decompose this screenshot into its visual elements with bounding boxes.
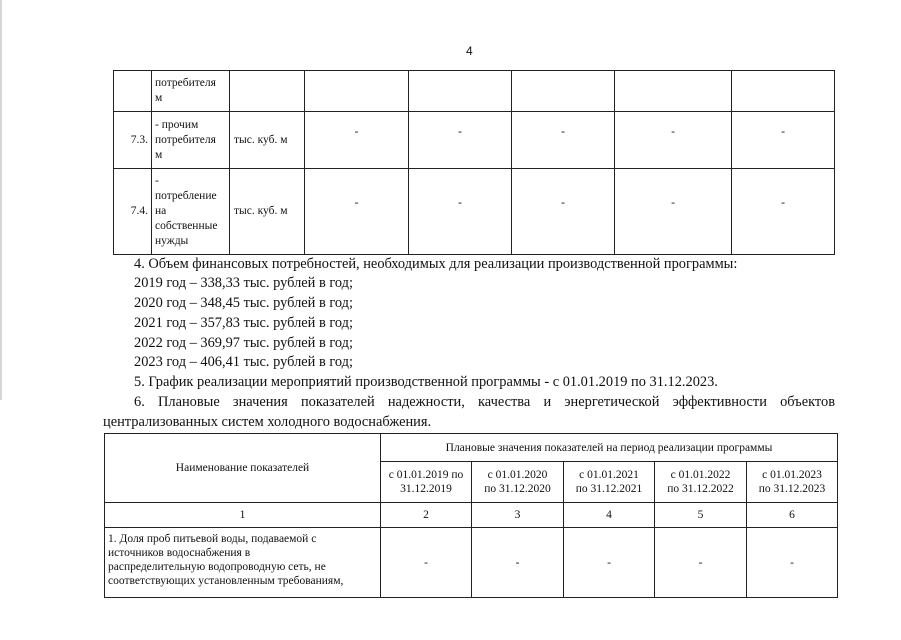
column-number: 5 xyxy=(655,503,747,528)
row-value: - xyxy=(615,112,732,169)
indicator-header: Наименование показателей xyxy=(105,434,381,503)
row-value xyxy=(732,71,835,112)
page-number: 4 xyxy=(466,44,473,58)
row-value: - xyxy=(409,169,512,255)
row-name xyxy=(152,71,230,112)
indicators-table xyxy=(104,433,838,598)
row-name-line: потребление xyxy=(155,190,217,202)
section-4-heading: 4. Объем финансовых потребностей, необходимых для реализации производственной программы: xyxy=(134,256,738,272)
funding-item: 2022 год – 369,97 тыс. рублей в год; xyxy=(134,335,354,351)
row-name-line: м xyxy=(155,92,163,104)
section-6-line-2: централизованных систем холодного водоснабжения. xyxy=(103,414,432,430)
column-number: 6 xyxy=(747,503,838,528)
indicator-value: - xyxy=(655,528,747,598)
funding-item: 2020 год – 348,45 тыс. рублей в год; xyxy=(134,295,354,311)
column-number: 2 xyxy=(381,503,472,528)
row-value xyxy=(512,71,615,112)
row-value: - xyxy=(305,112,409,169)
row-number: 7.3. xyxy=(114,112,152,169)
funding-item: 2019 год – 338,33 тыс. рублей в год; xyxy=(134,275,354,291)
page-edge xyxy=(0,0,2,400)
table-row xyxy=(105,528,838,598)
column-number: 4 xyxy=(564,503,655,528)
row-unit: тыс. куб. м xyxy=(230,112,305,169)
row-name-line: собственные xyxy=(155,220,218,232)
row-name xyxy=(152,169,230,255)
column-number-row xyxy=(105,503,838,528)
row-name-line: нужды xyxy=(155,235,189,247)
row-name-line: м xyxy=(155,148,163,161)
row-value: - xyxy=(305,169,409,255)
row-name xyxy=(152,112,230,169)
row-number xyxy=(114,71,152,112)
period-header: с 01.01.2020 по 31.12.2020 xyxy=(472,462,564,503)
row-value xyxy=(409,71,512,112)
period-header: с 01.01.2019 по 31.12.2019 xyxy=(381,462,472,503)
row-value: - xyxy=(615,169,732,255)
funding-item: 2023 год – 406,41 тыс. рублей в год; xyxy=(134,354,354,370)
row-value: - xyxy=(512,112,615,169)
funding-item: 2021 год – 357,83 тыс. рублей в год; xyxy=(134,315,354,331)
row-unit: тыс. куб. м xyxy=(230,169,305,255)
column-number: 1 xyxy=(105,503,381,528)
indicator-value: - xyxy=(564,528,655,598)
row-value: - xyxy=(732,112,835,169)
row-name-line: - прочим xyxy=(155,118,199,131)
section-6-line-1: 6. Плановые значения показателей надежности, качества и энергетической эффективности объектов xyxy=(134,394,835,410)
table-row xyxy=(114,71,835,112)
indicator-value: - xyxy=(747,528,838,598)
row-value: - xyxy=(732,169,835,255)
table-row xyxy=(114,112,835,169)
row-unit xyxy=(230,71,305,112)
row-value xyxy=(615,71,732,112)
row-value: - xyxy=(512,169,615,255)
row-number: 7.4. xyxy=(114,169,152,255)
column-number: 3 xyxy=(472,503,564,528)
table-row xyxy=(114,169,835,255)
indicator-label: 1. Доля проб питьевой воды, подаваемой с источников водоснабжения в распределительную водопроводную сеть, не соответствующих установленным требованиям, xyxy=(105,528,381,598)
indicator-value: - xyxy=(472,528,564,598)
indicator-value: - xyxy=(381,528,472,598)
period-group-header: Плановые значения показателей на период реализации программы xyxy=(381,434,838,462)
row-name-line: - xyxy=(155,175,159,187)
table-header-row xyxy=(105,434,838,462)
consumption-table xyxy=(113,70,835,255)
row-name-line: на xyxy=(155,205,167,217)
row-value: - xyxy=(409,112,512,169)
row-value xyxy=(305,71,409,112)
row-name-line: потребителя xyxy=(155,133,216,146)
period-header: с 01.01.2023 по 31.12.2023 xyxy=(747,462,838,503)
period-header: с 01.01.2021 по 31.12.2021 xyxy=(564,462,655,503)
period-header: с 01.01.2022 по 31.12.2022 xyxy=(655,462,747,503)
row-name-line: потребителя xyxy=(155,77,216,89)
section-5-schedule: 5. График реализации мероприятий производственной программы - с 01.01.2019 по 31.12.2023. xyxy=(134,374,718,390)
